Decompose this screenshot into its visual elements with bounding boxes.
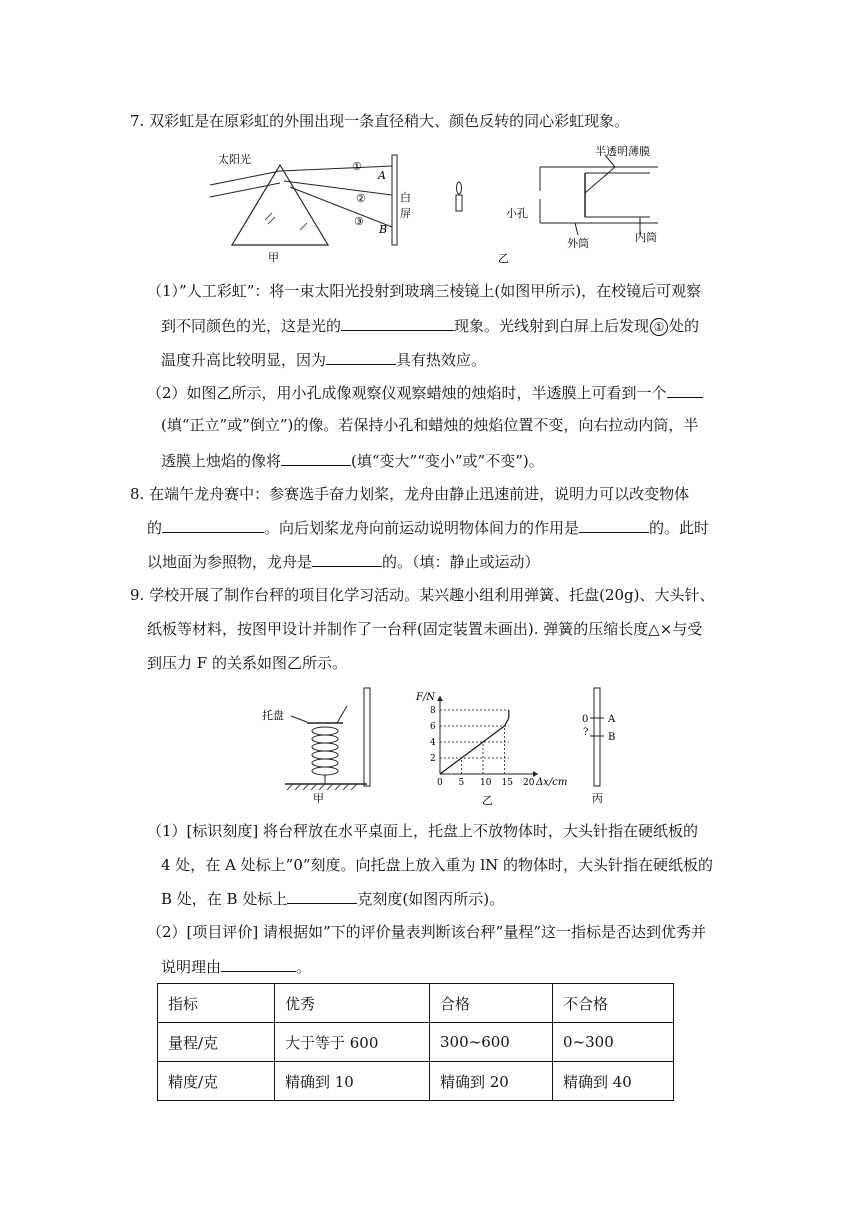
- table-row: [158, 1062, 674, 1101]
- table-cell: 300~600: [430, 1023, 553, 1062]
- q8-blank-3[interactable]: [312, 550, 382, 567]
- q9-figure-jia: [255, 688, 385, 806]
- q7-part1-line2: [161, 314, 699, 337]
- table-cell: 精度/克: [158, 1062, 275, 1101]
- q9-bing-caption: 丙: [592, 792, 603, 805]
- ray-1-label: ①: [352, 160, 362, 173]
- evaluation-table: [157, 983, 674, 1101]
- q9-line2: 纸板等材料，按图甲设计并制作了一台秤(固定装置未画出). 弹簧的压缩长度△×与受: [147, 620, 703, 638]
- q7-p2-text-b: 透膜上烛焰的像将: [161, 452, 282, 470]
- chart-caption: 乙: [482, 794, 493, 807]
- q7-part2-line2: (填“正立”或”倒立”)的像。若保持小孔和蜡烛的烛焰位置不变，向右拉动内筒，半: [161, 416, 699, 434]
- q7-part2-line1: [147, 381, 703, 404]
- q9-line1: [130, 584, 715, 606]
- q8-line1: [130, 483, 689, 505]
- q9-part1-line3: [161, 887, 504, 910]
- q9-blank-2[interactable]: [221, 955, 296, 972]
- ray-3-label: ③: [354, 215, 364, 228]
- table-row: [158, 984, 674, 1023]
- y-tick-label: 6: [430, 722, 436, 732]
- screen-label-2: 屏: [400, 207, 411, 220]
- film-label: 半透明薄膜: [595, 145, 650, 158]
- q7-p1-text-b: 现象。光线射到白屏上后发现: [454, 317, 650, 335]
- q8-text-2b: 。向后划桨龙舟向前运动说明物体间力的作用是: [264, 519, 580, 537]
- q7-p2-text-a: （2）如图乙所示，用小孔成像观察仪观察蜡烛的烛焰时，半透膜上可看到一个: [147, 384, 667, 402]
- q9-jia-caption: 甲: [313, 792, 324, 805]
- q8-text-3b: 的。（填：静止或运动）: [382, 553, 540, 571]
- q8-number: 8.: [130, 485, 145, 503]
- table-cell: 精确到 20: [430, 1062, 553, 1101]
- y-axis-arrow-icon: [437, 696, 443, 701]
- x-tick-label: 5: [458, 778, 465, 788]
- q9-part1-line2: 4 处，在 A 处标上”0”刻度。向托盘上放入重为 lN 的物体时，大头针指在硬纸板的: [161, 856, 714, 874]
- ray-2-label: ②: [356, 192, 366, 205]
- q9-p1-text-b: 克刻度(如图丙所示)。: [357, 890, 505, 908]
- hole-label: 小孔: [506, 207, 528, 220]
- x-tick-label: 15: [501, 778, 513, 788]
- series-line-0: [440, 710, 509, 774]
- q7-blank-2[interactable]: [326, 348, 396, 365]
- q9-blank-1[interactable]: [287, 887, 357, 904]
- x-axis-label: Δx/cm: [536, 777, 568, 788]
- mark-b-label: B: [608, 732, 616, 743]
- q9-part2-line1: （2）[项目评价] 请根据如”下的评价量表判断该台秤”量程”这一指标是否达到优秀并: [147, 923, 707, 941]
- zero-mark-label: 0: [582, 714, 589, 725]
- screen-label-1: 白: [400, 191, 411, 204]
- table-cell: 合格: [430, 984, 553, 1023]
- candle-icon: [456, 195, 462, 211]
- table-cell: 指标: [158, 984, 275, 1023]
- y-axis-label: F/N: [416, 692, 436, 703]
- figure-yi-caption: 乙: [498, 252, 509, 265]
- x-tick-label: 10: [480, 778, 492, 788]
- q9-part2-line2: [161, 955, 311, 978]
- table-cell: 优秀: [275, 984, 430, 1023]
- x-tick-label: 0: [437, 778, 443, 788]
- q9-p2-text-b: 。: [296, 958, 312, 976]
- table-cell: 0~300: [553, 1023, 674, 1062]
- figure-jia-caption: 甲: [268, 251, 279, 264]
- q7-text: 双彩虹是在原彩虹的外围出现一条直径稍大、颜色反转的同心彩虹现象。: [149, 112, 630, 130]
- q7-blank-3[interactable]: [667, 381, 703, 398]
- sunlight-label: 太阳光: [218, 153, 251, 166]
- q8-text-1: 在端午龙舟赛中：参赛选手奋力划桨，龙舟由静止迅速前进，说明力可以改变物体: [149, 485, 690, 503]
- q7-p1-text-d: 处的: [669, 317, 700, 335]
- q9-part1-line1: （1）[标识刻度] 将台秤放在水平桌面上，托盘上不放物体时，大头针指在硬纸板的: [147, 822, 699, 840]
- unknown-mark-label: ?: [583, 727, 589, 738]
- q7-number: 7.: [130, 112, 145, 130]
- q8-blank-2[interactable]: [579, 516, 649, 533]
- ray-1-marker: ①: [650, 318, 668, 336]
- q7-figure-jia: [210, 145, 657, 265]
- q8-line2: [147, 516, 709, 539]
- q7-blank-4[interactable]: [281, 449, 351, 466]
- y-tick-label: 4: [430, 738, 436, 748]
- table-cell: 大于等于 600: [275, 1023, 430, 1062]
- q7-blank-1[interactable]: [341, 314, 454, 331]
- q7-part2-line3: [161, 449, 544, 472]
- y-tick-label: 2: [430, 754, 436, 764]
- table-cell: 不合格: [553, 984, 674, 1023]
- q7-part1-line1: （1）”人工彩虹”：将一束太阳光投射到玻璃三棱镜上(如图甲所示)，在校镜后可观察: [147, 282, 702, 300]
- q9-p2-text-a: 说明理由: [161, 958, 222, 976]
- inner-tube-label: 内筒: [635, 231, 657, 244]
- q8-line3: [147, 550, 540, 573]
- table-cell: 精确到 40: [553, 1062, 674, 1101]
- point-b-label: B: [379, 223, 388, 236]
- force-compression-chart: [412, 688, 572, 808]
- mark-a-label: A: [608, 714, 616, 725]
- tray-label: 托盘: [262, 709, 284, 722]
- table-cell: 量程/克: [158, 1023, 275, 1062]
- q8-text-2a: 的: [147, 519, 163, 537]
- y-tick-label: 8: [430, 706, 436, 716]
- q8-blank-1[interactable]: [162, 516, 264, 533]
- table-cell: 精确到 10: [275, 1062, 430, 1101]
- q7-p1-text-a: 到不同颜色的光，这是光的: [161, 317, 342, 335]
- q7-p1-text-e: 温度升高比较明显，因为: [161, 351, 327, 369]
- q7-stem: [130, 110, 629, 132]
- point-a-label: A: [378, 169, 386, 182]
- q7-p1-text-f: 具有热效应。: [396, 351, 487, 369]
- q9-line3: 到压力 F 的关系如图乙所示。: [147, 654, 347, 672]
- q8-text-3a: 以地面为参照物，龙舟是: [147, 553, 313, 571]
- outer-tube-label: 外筒: [567, 237, 589, 250]
- q9-figure-bing: [578, 688, 638, 806]
- candle-flame-icon: [457, 182, 462, 194]
- q9-p1-text-a: B 处，在 B 处标上: [161, 890, 288, 908]
- q8-text-2c: 的。此时: [649, 519, 710, 537]
- q9-text-1: 学校开展了制作台秤的项目化学习活动。某兴趣小组利用弹簧、托盘(20g)、大头针、: [149, 586, 715, 604]
- x-tick-label: 20: [523, 778, 535, 788]
- q9-number: 9.: [130, 586, 145, 604]
- table-row: [158, 1023, 674, 1062]
- q7-part1-line3: [161, 348, 486, 371]
- q7-p2-text-c: (填“变大”“变小”或”不变”)。: [351, 452, 544, 470]
